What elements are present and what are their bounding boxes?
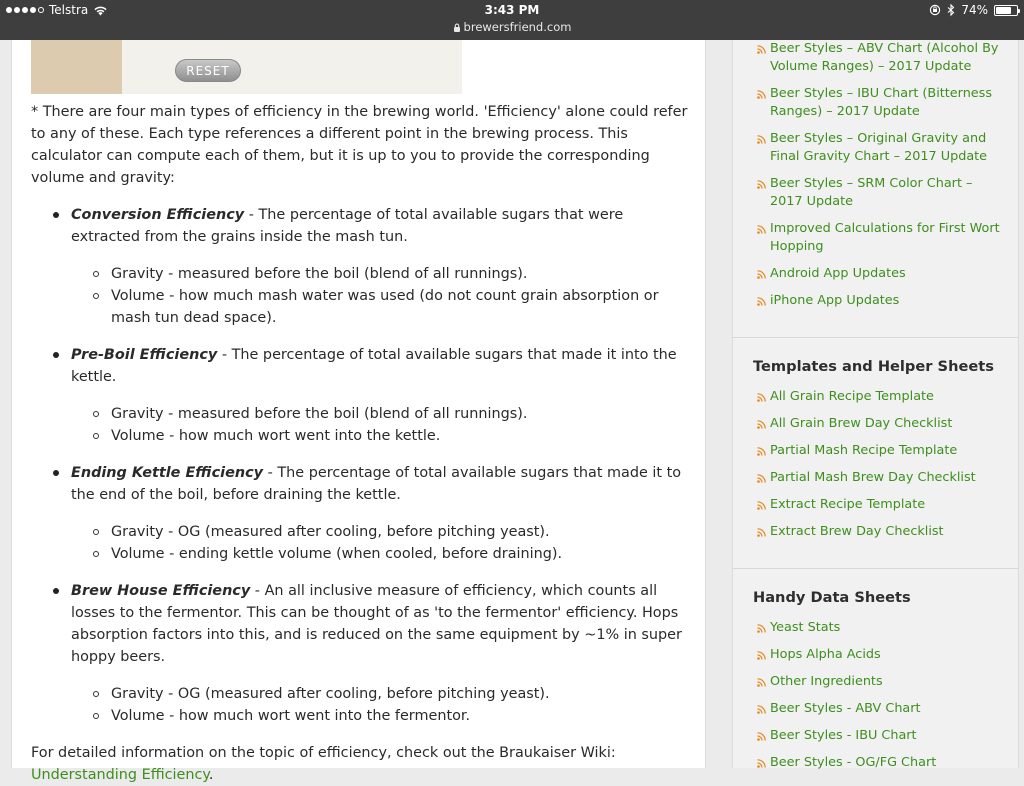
link-text: Beer Styles – ABV Chart (Alcohol By Volume Ranges) – 2017 Update <box>770 41 999 74</box>
rss-icon <box>757 270 766 279</box>
link-text: Hops Alpha Acids <box>770 647 881 662</box>
rss-icon <box>757 180 766 189</box>
ios-status-bar <box>0 0 1024 40</box>
link-text: Beer Styles – Original Gravity and Final Gravity Chart – 2017 Update <box>770 131 988 164</box>
link-text: Beer Styles - IBU Chart <box>770 728 917 743</box>
link-text: All Grain Brew Day Checklist <box>770 416 953 431</box>
status-right <box>929 3 1018 17</box>
rss-icon <box>757 393 766 402</box>
data-sheets-heading: Handy Data Sheets <box>753 589 911 606</box>
efficiency-sublist <box>71 683 691 727</box>
sidebar-divider <box>732 568 1019 569</box>
rss-icon <box>757 501 766 510</box>
sublist-text: Gravity - measured before the boil (blend of all runnings). <box>111 406 528 422</box>
sublist-item <box>71 425 691 447</box>
sublist-text: Volume - how much wort went into the kettle. <box>111 428 441 444</box>
link-text: Yeast Stats <box>770 620 841 635</box>
efficiency-article <box>31 101 691 786</box>
link-text: Extract Brew Day Checklist <box>770 524 944 539</box>
calculator-color-swatch <box>31 40 122 94</box>
footer-end: . <box>208 767 214 783</box>
link-text: Android App Updates <box>770 266 906 281</box>
rss-icon <box>757 297 766 306</box>
efficiency-sublist <box>71 403 691 447</box>
circle-bullet-icon <box>93 271 99 277</box>
rss-icon <box>757 474 766 483</box>
efficiency-calculator-widget <box>31 40 462 94</box>
bluetooth-icon <box>947 4 955 16</box>
efficiency-desc: - The percentage of total available sugars that made it into the kettle. <box>71 347 677 385</box>
article-footer <box>31 742 691 786</box>
lock-icon <box>453 23 461 32</box>
recent-post-link[interactable] <box>753 85 1003 121</box>
bullet-icon <box>53 470 59 476</box>
data-sheet-link[interactable] <box>753 700 1003 718</box>
circle-bullet-icon <box>93 293 99 299</box>
efficiency-desc: - The percentage of total available sugars that were extracted from the grains inside the mash tun. <box>71 207 624 245</box>
circle-bullet-icon <box>93 551 99 557</box>
link-text: Beer Styles – IBU Chart (Bitterness Ranges) – 2017 Update <box>770 86 993 119</box>
link-text: All Grain Recipe Template <box>770 389 934 404</box>
sublist-item <box>71 403 691 425</box>
footer-text: For detailed information on the topic of efficiency, check out the Braukaiser Wiki: <box>31 745 616 761</box>
link-text: Other Ingredients <box>770 674 883 689</box>
sublist-item <box>71 543 691 565</box>
recent-posts-list <box>753 40 1003 319</box>
efficiency-desc: - The percentage of total available sugars that made it to the end of the boil, before draining the kettle. <box>71 465 682 503</box>
orientation-lock-icon <box>929 4 941 16</box>
rss-icon <box>757 420 766 429</box>
understanding-efficiency-link[interactable]: Understanding Efficiency <box>31 767 209 783</box>
rss-icon <box>757 678 766 687</box>
carrier-label: Telstra <box>49 3 89 17</box>
template-link[interactable] <box>753 442 1003 460</box>
data-sheets-list <box>753 619 1003 781</box>
circle-bullet-icon <box>93 529 99 535</box>
link-text: Partial Mash Brew Day Checklist <box>770 470 976 485</box>
efficiency-item <box>31 344 691 447</box>
template-link[interactable] <box>753 415 1003 433</box>
battery-icon <box>994 5 1018 16</box>
link-text: Beer Styles – SRM Color Chart – 2017 Update <box>770 176 973 209</box>
battery-fill <box>996 7 1011 14</box>
link-text: Improved Calculations for First Wort Hopping <box>770 221 1000 254</box>
bullet-icon <box>53 212 59 218</box>
battery-percent: 74% <box>961 3 988 17</box>
sublist-item <box>71 263 691 285</box>
rss-icon <box>757 90 766 99</box>
recent-post-link[interactable] <box>753 40 1003 76</box>
efficiency-name: Ending Kettle Efficiency <box>71 465 264 481</box>
url-text: brewersfriend.com <box>463 20 572 34</box>
recent-post-link[interactable] <box>753 130 1003 166</box>
link-text: Beer Styles - OG/FG Chart <box>770 755 937 770</box>
efficiency-name: Pre-Boil Efficiency <box>71 347 218 363</box>
template-link[interactable] <box>753 496 1003 514</box>
data-sheet-link[interactable] <box>753 646 1003 664</box>
reset-button[interactable]: RESET <box>175 59 241 82</box>
sublist-text: Volume - ending kettle volume (when cooled, before draining). <box>111 546 563 562</box>
circle-bullet-icon <box>93 411 99 417</box>
rss-icon <box>757 759 766 768</box>
data-sheet-link[interactable] <box>753 673 1003 691</box>
circle-bullet-icon <box>93 691 99 697</box>
circle-bullet-icon <box>93 433 99 439</box>
recent-post-link[interactable] <box>753 220 1003 256</box>
link-text: Beer Styles - ABV Chart <box>770 701 921 716</box>
efficiency-sublist <box>71 521 691 565</box>
rss-icon <box>757 447 766 456</box>
link-text: iPhone App Updates <box>770 293 900 308</box>
recent-post-link[interactable] <box>753 265 1003 283</box>
rss-icon <box>757 528 766 537</box>
sidebar-divider <box>732 337 1019 338</box>
bullet-icon <box>53 588 59 594</box>
template-link[interactable] <box>753 523 1003 541</box>
sublist-item <box>71 521 691 543</box>
efficiency-item <box>31 204 691 329</box>
status-time: 3:43 PM <box>484 3 540 17</box>
bullet-icon <box>53 352 59 358</box>
rss-icon <box>757 45 766 54</box>
efficiency-desc: - An all inclusive measure of efficiency, which counts all losses to the fermentor. This can be thought of as 'to the fermentor' efficiency. Hops absorption factors into this, and is reduced on the same equipment by ~1% in super hoppy beers. <box>71 583 682 665</box>
efficiency-name: Conversion Efficiency <box>71 207 245 223</box>
efficiency-sublist <box>71 263 691 329</box>
efficiency-item <box>31 462 691 565</box>
efficiency-types-list <box>31 204 691 727</box>
address-bar[interactable] <box>0 20 1024 34</box>
sublist-text: Volume - how much mash water was used (do not count grain absorption or mash tun dead space). <box>111 288 659 326</box>
rss-icon <box>757 651 766 660</box>
rss-icon <box>757 135 766 144</box>
link-text: Extract Recipe Template <box>770 497 926 512</box>
sublist-text: Gravity - OG (measured after cooling, before pitching yeast). <box>111 686 550 702</box>
rss-icon <box>757 732 766 741</box>
sublist-text: Volume - how much wort went into the fermentor. <box>111 708 471 724</box>
sublist-item <box>71 705 691 727</box>
sublist-text: Gravity - OG (measured after cooling, before pitching yeast). <box>111 524 550 540</box>
sublist-text: Gravity - measured before the boil (blend of all runnings). <box>111 266 528 282</box>
rss-icon <box>757 705 766 714</box>
data-sheet-link[interactable] <box>753 754 1003 772</box>
template-link[interactable] <box>753 469 1003 487</box>
data-sheet-link[interactable] <box>753 619 1003 637</box>
efficiency-name: Brew House Efficiency <box>71 583 251 599</box>
template-link[interactable] <box>753 388 1003 406</box>
recent-post-link[interactable] <box>753 175 1003 211</box>
article-intro: * There are four main types of efficiency in the brewing world. 'Efficiency' alone could refer to any of these. Each type references a different point in the brewing process. This calculator can compute each of them, but it is up to you to provide the corresponding volume and gravity: <box>31 104 688 186</box>
sublist-item <box>71 285 691 329</box>
data-sheet-link[interactable] <box>753 727 1003 745</box>
templates-heading: Templates and Helper Sheets <box>753 358 994 375</box>
circle-bullet-icon <box>93 713 99 719</box>
efficiency-item <box>31 580 691 727</box>
rss-icon <box>757 624 766 633</box>
rss-icon <box>757 225 766 234</box>
recent-post-link[interactable] <box>753 292 1003 310</box>
link-text: Partial Mash Recipe Template <box>770 443 958 458</box>
templates-list <box>753 388 1003 550</box>
sublist-item <box>71 683 691 705</box>
